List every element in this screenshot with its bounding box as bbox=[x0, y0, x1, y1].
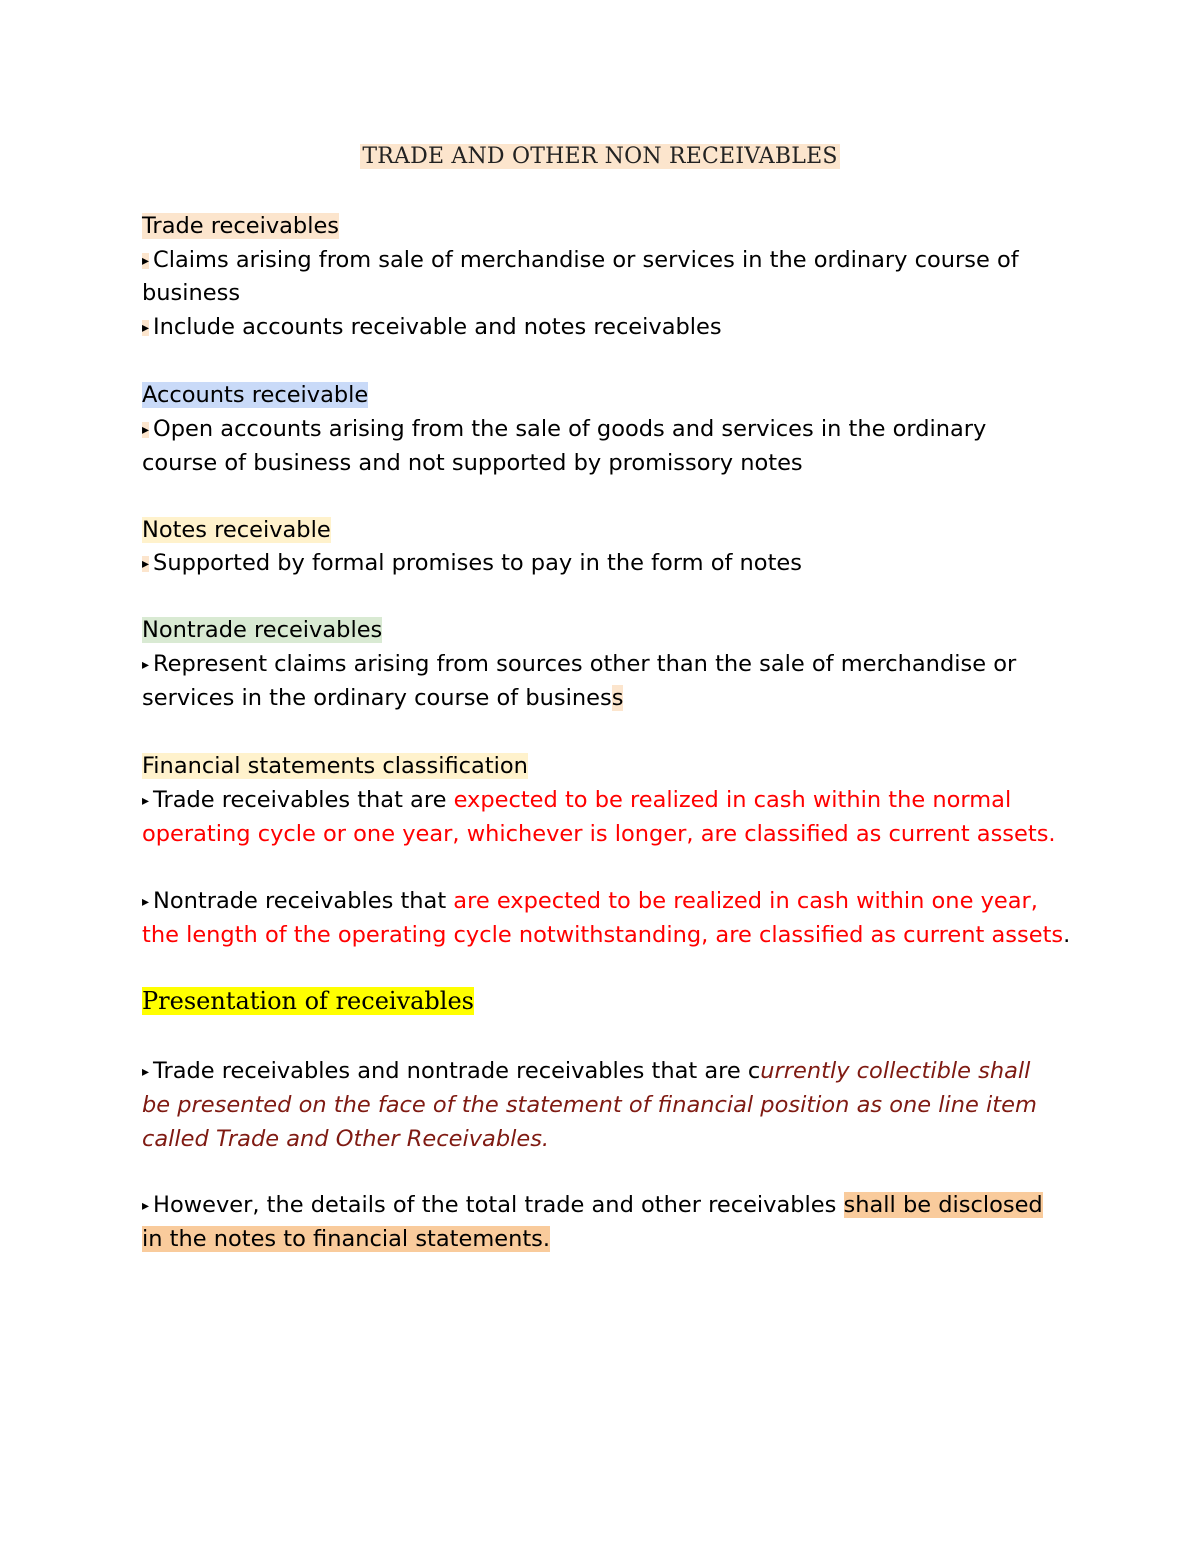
notes-heading-line bbox=[142, 513, 331, 547]
presentation-p2-line-2 bbox=[142, 1222, 550, 1256]
trade-bullet-1-line-1 bbox=[142, 243, 1019, 278]
document-title: TRADE AND OTHER NON RECEIVABLES bbox=[362, 144, 838, 169]
classification-p1-line-2 bbox=[142, 817, 1056, 851]
presentation-heading: Presentation of receivables bbox=[142, 987, 474, 1015]
nontrade-bullet-1-text-end: s bbox=[611, 685, 624, 711]
triangle-right-icon: ▸ bbox=[142, 556, 150, 572]
presentation-p2-highlight: shall be disclosed bbox=[843, 1192, 1043, 1218]
triangle-right-icon: ▸ bbox=[142, 1198, 150, 1214]
trade-receivables-heading: Trade receivables bbox=[142, 213, 340, 239]
presentation-p1-line-1 bbox=[142, 1054, 1030, 1089]
nontrade-bullet-1-text: Represent claims arising from sources other than the sale of merchandise or bbox=[153, 651, 1017, 677]
nontrade-heading-line bbox=[142, 613, 382, 647]
classification-p2-line-2 bbox=[142, 918, 1070, 952]
triangle-right-icon: ▸ bbox=[142, 422, 150, 438]
accounts-bullet-1-text: Open accounts arising from the sale of goods and services in the ordinary bbox=[153, 416, 987, 442]
accounts-bullet-1-text-cont: course of business and not supported by promissory notes bbox=[142, 450, 803, 476]
presentation-p2-plain: However, the details of the total trade and other receivables bbox=[153, 1192, 844, 1218]
triangle-right-icon: ▸ bbox=[142, 657, 150, 673]
classification-p1-line-1 bbox=[142, 783, 1011, 818]
title-container bbox=[0, 140, 1200, 174]
triangle-right-icon: ▸ bbox=[142, 253, 150, 269]
classification-p2-red-cont: the length of the operating cycle notwithstanding, are classified as current assets bbox=[142, 922, 1064, 948]
classification-p2-plain: Nontrade receivables that bbox=[153, 888, 454, 914]
classification-p1-red-cont: operating cycle or one year, whichever is longer, are classified as current assets. bbox=[142, 821, 1056, 847]
presentation-p1-plain: Trade receivables and nontrade receivables that are c bbox=[153, 1058, 761, 1084]
presentation-p1-italic: urrently collectible shall bbox=[760, 1058, 1031, 1084]
triangle-right-icon: ▸ bbox=[142, 1064, 150, 1080]
nontrade-receivables-heading: Nontrade receivables bbox=[142, 617, 383, 643]
trade-bullet-1-text-cont: business bbox=[142, 280, 241, 306]
notes-bullet-1-text: Supported by formal promises to pay in the form of notes bbox=[153, 550, 802, 576]
presentation-p1-line-2 bbox=[142, 1088, 1037, 1122]
accounts-heading-line bbox=[142, 378, 368, 412]
presentation-p2-line-1 bbox=[142, 1188, 1043, 1223]
presentation-heading-line bbox=[142, 983, 474, 1019]
nontrade-bullet-1-line-1 bbox=[142, 647, 1016, 682]
classification-heading-line bbox=[142, 749, 528, 783]
nontrade-bullet-1-text-cont: services in the ordinary course of busines bbox=[142, 685, 612, 711]
triangle-right-icon: ▸ bbox=[142, 320, 150, 336]
classification-p2-end: . bbox=[1063, 922, 1071, 948]
trade-bullet-2-text: Include accounts receivable and notes receivables bbox=[153, 314, 722, 340]
classification-p1-plain: Trade receivables that are bbox=[153, 787, 454, 813]
presentation-p2-highlight-cont: in the notes to financial statements. bbox=[142, 1226, 551, 1252]
accounts-receivable-heading: Accounts receivable bbox=[142, 382, 369, 408]
trade-heading-line bbox=[142, 209, 339, 243]
accounts-bullet-1-line-1 bbox=[142, 412, 986, 447]
presentation-p1-line-3 bbox=[142, 1122, 549, 1156]
classification-p2-line-1 bbox=[142, 884, 1038, 919]
accounts-bullet-1-line-2 bbox=[142, 446, 803, 480]
notes-receivable-heading: Notes receivable bbox=[142, 517, 331, 543]
classification-p1-red: expected to be realized in cash within the normal bbox=[453, 787, 1012, 813]
nontrade-bullet-1-line-2 bbox=[142, 681, 623, 715]
notes-bullet-1-line bbox=[142, 546, 802, 581]
classification-heading: Financial statements classification bbox=[142, 753, 528, 779]
trade-bullet-1-text: Claims arising from sale of merchandise or services in the ordinary course of bbox=[153, 247, 1019, 273]
presentation-p1-italic-cont: be presented on the face of the statement of financial position as one line item bbox=[142, 1092, 1037, 1118]
trade-bullet-1-line-2 bbox=[142, 276, 240, 310]
triangle-right-icon: ▸ bbox=[142, 793, 150, 809]
triangle-right-icon: ▸ bbox=[142, 894, 150, 910]
presentation-p1-italic-end: called Trade and Other Receivables. bbox=[142, 1126, 550, 1152]
trade-bullet-2-line bbox=[142, 310, 722, 345]
classification-p2-red: are expected to be realized in cash within one year, bbox=[453, 888, 1038, 914]
